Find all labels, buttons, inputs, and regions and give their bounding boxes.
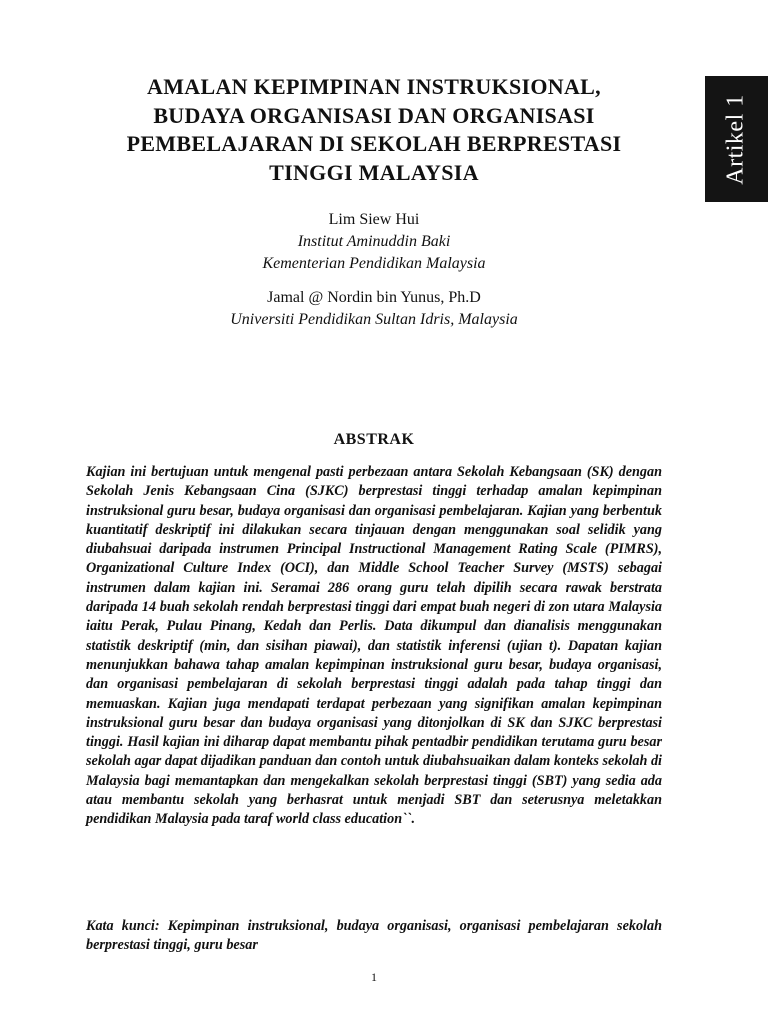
author-affiliation: Kementerian Pendidikan Malaysia xyxy=(262,255,486,272)
abstract-body: Kajian ini bertujuan untuk mengenal pasti perbezaan antara Sekolah Kebangsaan (SK) dengan Sekolah Jenis Kebangsaan Cina (SJKC) berprestasi tinggi terhadap amalan kepimpinan instruksional guru besar, budaya organisasi dan organisasi pembelajaran. Kajian yang berbentuk kuantitatif deskriptif ini dilakukan secara tinjauan dengan menggunakan soal selidik yang diubahsuai daripada instrumen Principal Instructional Management Rating Scale (PIMRS), Organizational Culture Index (OCI), dan Middle School Teacher Survey (MSTS) sebagai instrumen dalam kajian ini. Seramai 286 orang guru telah dipilih secara rawak berstrata daripada 14 buah sekolah rendah berprestasi tinggi dari empat buah negeri di zon utara Malaysia iaitu Perak, Pulau Pinang, Kedah dan Perlis. Data dikumpul dan dianalisis menggunakan statistik deskriptif (min, dan sisihan piawai), dan statistik inferensi (ujian t). Dapatan kajian menunjukkan bahawa tahap amalan kepimpinan instruksional guru besar, budaya organisasi, dan organisasi pembelajaran di sekolah berprestasi tinggi adalah pada tahap tinggi dan memuaskan. Kajian juga mendapati terdapat perbezaan yang signifikan amalan kepimpinan instruksional guru besar dan budaya organisasi yang ditonjolkan di SK dan SJKC berprestasi tinggi. Hasil kajian ini diharap dapat membantu pihak pentadbir pendidikan terutama guru besar sekolah agar dapat dijadikan panduan dan contoh untuk diubahsuaikan dalam konteks sekolah di Malaysia bagi memantapkan dan mengekalkan sekolah berprestasi tinggi (SBT) yang sedia ada atau membantu sekolah yang berhasrat untuk menjadi SBT dan seterusnya meletakkan pendidikan Malaysia pada taraf world class education``. xyxy=(86,464,662,828)
article-title-line: TINGGI MALAYSIA xyxy=(269,159,479,185)
page-number: 1 xyxy=(371,970,377,984)
article-side-tab xyxy=(705,76,768,202)
article-title-line: PEMBELAJARAN DI SEKOLAH BERPRESTASI xyxy=(126,131,622,156)
article-side-tab-label: Artikel 1 xyxy=(723,93,750,185)
author-block xyxy=(60,209,688,331)
author-name: Lim Siew Hui xyxy=(328,211,420,228)
abstract-heading: ABSTRAK xyxy=(333,431,415,448)
article-title-line: AMALAN KEPIMPINAN INSTRUKSIONAL, xyxy=(147,74,601,99)
article-title-line: BUDAYA ORGANISASI DAN ORGANISASI xyxy=(153,102,595,128)
author-name: Jamal @ Nordin bin Yunus, Ph.D xyxy=(267,289,481,306)
article-title xyxy=(60,73,688,187)
keywords: Kata kunci: Kepimpinan instruksional, budaya organisasi, organisasi pembelajaran sekolah berprestasi tinggi, guru besar xyxy=(86,918,662,954)
author-affiliation: Universiti Pendidikan Sultan Idris, Malaysia xyxy=(230,311,518,328)
author-affiliation: Institut Aminuddin Baki xyxy=(297,233,451,250)
author-spacer xyxy=(60,275,688,287)
